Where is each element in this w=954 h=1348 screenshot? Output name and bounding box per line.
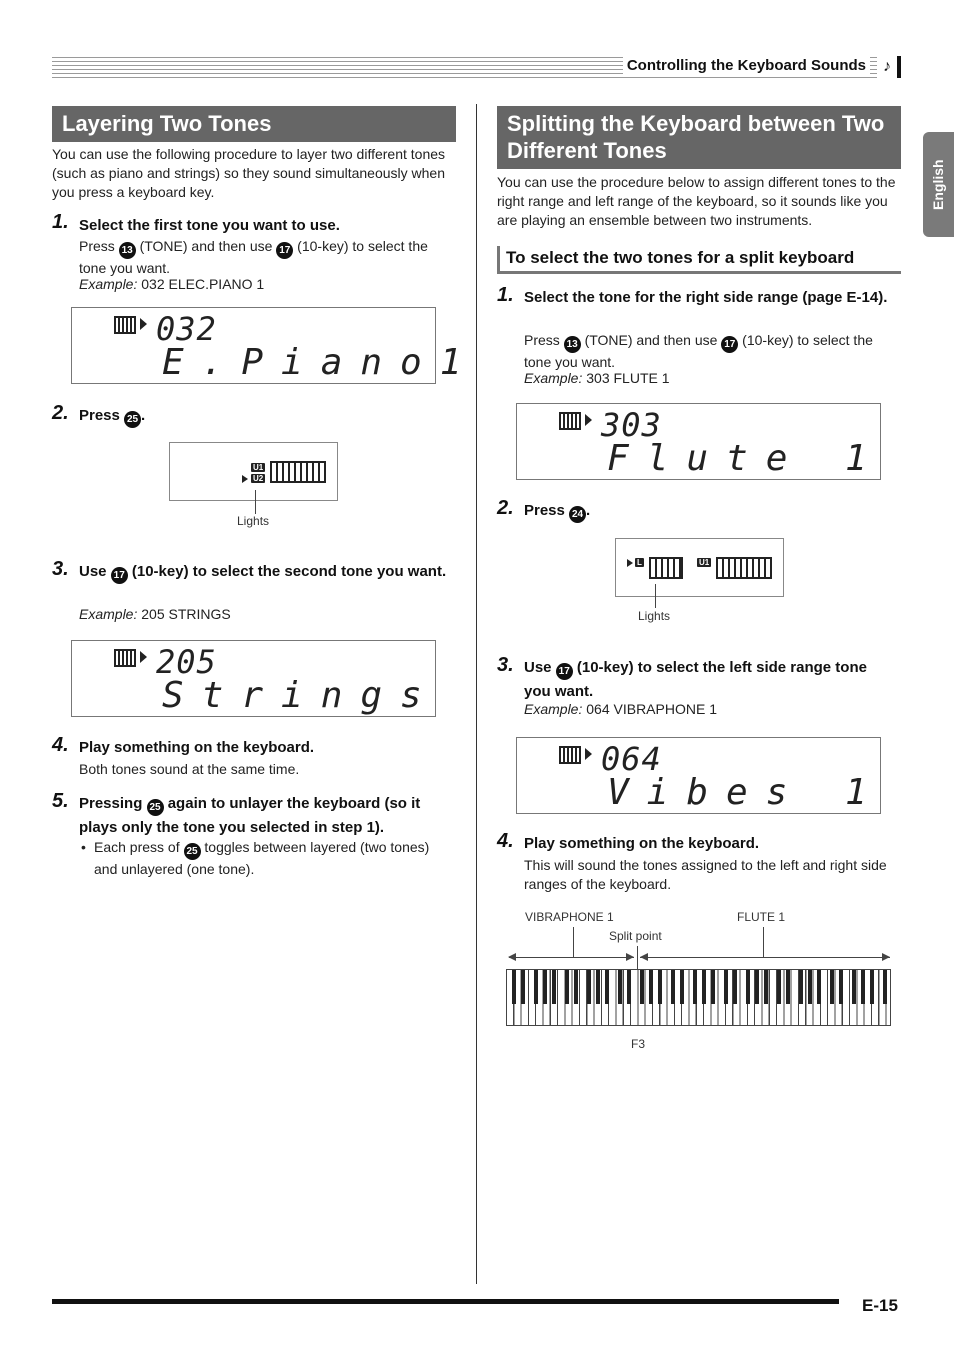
lcd-tone-name: Strings (162, 675, 440, 716)
step-number: 4. (497, 830, 514, 852)
example-line: Example: 032 ELEC.PIANO 1 (79, 276, 265, 292)
header-section-title: Controlling the Keyboard Sounds (623, 57, 870, 74)
example-line: Example: 303 FLUTE 1 (524, 370, 670, 386)
subsection-heading: To select the two tones for a split keyboard (497, 246, 901, 274)
lights-label: Lights (638, 609, 671, 623)
lcd-tone-number: 303 (601, 406, 662, 444)
keyboard-icon (649, 557, 683, 579)
step-title: Press 25 . (79, 404, 145, 428)
step-title: Select the first tone you want to use. (79, 217, 340, 234)
button-17-icon: 17 (556, 663, 573, 680)
lcd-tone-name: E.Piano1 (162, 342, 480, 383)
button-17-icon: 17 (111, 567, 128, 584)
section-title-layering: Layering Two Tones (52, 106, 456, 142)
lcd-tone-number: 064 (601, 740, 662, 778)
arrow-left-icon (508, 953, 516, 961)
lcd-display (71, 307, 480, 384)
keyboard-icon (716, 557, 772, 579)
lights-pointer (255, 490, 256, 514)
mini-lcd-display (615, 538, 784, 597)
lights-pointer (655, 584, 656, 608)
button-25-icon: 25 (147, 799, 164, 816)
split-point-label: Split point (609, 929, 662, 943)
button-25-icon: 25 (124, 411, 141, 428)
button-13-icon: 13 (564, 336, 581, 353)
left-tone-pointer (573, 927, 574, 957)
step-number: 4. (52, 734, 69, 756)
split-key-label: F3 (631, 1037, 646, 1051)
bullet-dot: • (81, 839, 86, 855)
lcd-tone-number: 205 (156, 643, 217, 681)
music-note-icon: ♪ (877, 56, 901, 78)
keyboard-icon (559, 412, 581, 430)
lcd-display (516, 403, 885, 480)
lcd-tone-name: Vibes 1 (607, 772, 885, 813)
example-line: Example: 064 VIBRAPHONE 1 (524, 701, 717, 717)
arrow-left-icon (640, 953, 648, 961)
right-tone-pointer (763, 927, 764, 957)
left-tone-label: VIBRAPHONE 1 (525, 910, 614, 924)
step-title: Pressing 25 again to unlayer the keyboard (so it plays only the tone you selected in step 1). (79, 795, 421, 836)
l-indicator: L (637, 558, 642, 567)
page-number: E-15 (862, 1296, 898, 1315)
step-title: Play something on the keyboard. (524, 835, 760, 852)
step-title: Play something on the keyboard. (79, 739, 315, 756)
right-range-arrow (640, 957, 890, 958)
button-13-icon: 13 (119, 242, 136, 259)
right-tone-label: FLUTE 1 (737, 910, 786, 924)
arrow-right-icon (882, 953, 890, 961)
u2-indicator: U2 (253, 474, 264, 483)
step-title: Select the tone for the right side range (page E-14). (524, 289, 888, 306)
u1-indicator: U1 (253, 463, 264, 472)
lcd-tone-name: Flute 1 (607, 438, 885, 479)
keyboard-icon (114, 649, 136, 667)
step-number: 5. (52, 790, 69, 812)
lcd-display (71, 640, 440, 717)
arrow-right-icon (626, 953, 634, 961)
section-title-splitting: Splitting the Keyboard between Two Different Tones (497, 106, 901, 169)
arrow-icon (140, 318, 147, 330)
language-tab (923, 132, 954, 237)
left-range-arrow (509, 957, 634, 958)
arrow-icon (585, 414, 592, 426)
keyboard-icon (114, 316, 136, 334)
keyboard-icon (559, 746, 581, 764)
step-body: Both tones sound at the same time. (79, 761, 300, 777)
button-17-icon: 17 (276, 242, 293, 259)
example-line: Example: 205 STRINGS (79, 606, 231, 622)
u1-indicator: U1 (699, 558, 710, 567)
button-25-icon: 25 (184, 843, 201, 860)
step-title: Use 17 (10-key) to select the left side range tone you want. (524, 659, 867, 700)
piano-keyboard (506, 969, 891, 1026)
step-number: 1. (497, 284, 514, 306)
layering-intro: You can use the following procedure to layer two different tones (such as piano and strings) so they sound simultaneously when you press a keyboard key. (52, 146, 446, 200)
button-24-icon: 24 (569, 506, 586, 523)
arrow-icon (627, 559, 633, 567)
step-number: 1. (52, 211, 69, 233)
step-number: 2. (52, 402, 69, 424)
splitting-intro: You can use the procedure below to assign different tones to the right range and left range of the keyboard, so it sounds like you are playing an ensemble between two instruments. (497, 174, 896, 228)
step-body: Press 13 (TONE) and then use 17 (10-key) to select the tone you want. (79, 238, 428, 276)
language-tab-label: English (930, 159, 946, 210)
step-number: 2. (497, 497, 514, 519)
lcd-tone-number: 032 (156, 310, 217, 348)
column-divider (476, 104, 477, 1284)
step-title: Press 24 . (524, 499, 590, 523)
button-17-icon: 17 (721, 336, 738, 353)
footer-rule (52, 1299, 839, 1304)
mini-lcd-display (169, 442, 338, 501)
arrow-icon (242, 475, 248, 483)
black-keys (512, 970, 887, 1004)
keyboard-icon (270, 461, 326, 483)
bullet-text: Each press of 25 toggles between layered (two tones) and unlayered (one tone). (94, 839, 430, 877)
lights-label: Lights (237, 514, 270, 528)
arrow-icon (140, 651, 147, 663)
step-title: Use 17 (10-key) to select the second tone you want. (79, 560, 459, 584)
arrow-icon (585, 748, 592, 760)
step-number: 3. (52, 558, 69, 580)
step-body: Press 13 (TONE) and then use 17 (10-key) to select the tone you want. (524, 332, 873, 370)
step-body: This will sound the tones assigned to the left and right side ranges of the keyboard. (524, 857, 887, 892)
piano-black-keys (507, 970, 889, 1005)
step-number: 3. (497, 654, 514, 676)
lcd-display (516, 737, 885, 814)
